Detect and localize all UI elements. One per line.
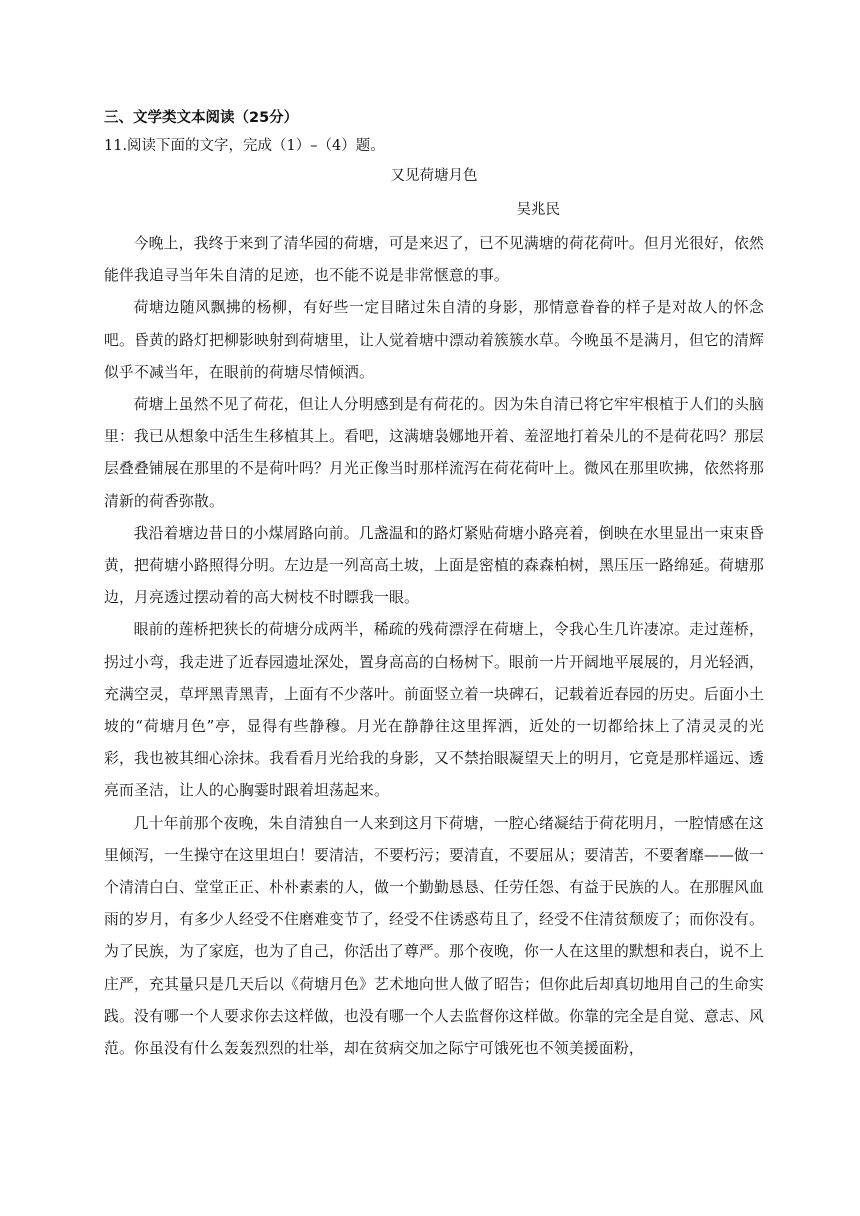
article-author: 吴兆民 [516,202,560,218]
document-page [104,106,764,1065]
paragraph-1: 今晚上，我终于来到了清华园的荷塘，可是来迟了，已不见满塘的荷花荷叶。但月光很好，依然能伴我追寻当年朱自清的足迹，也不能不说是非常惬意的事。 [104,235,764,285]
paragraph-4: 我沿着塘边昔日的小煤屑路向前。几盏温和的路灯紧贴荷塘小路亮着，倒映在水里显出一束束昏黄，把荷塘小路照得分明。左边是一列高高土坡，上面是密植的森森柏树，黑压压一路绵延。荷塘那边，月亮透过摆动着的高大树枝不时瞟我一眼。 [104,524,764,607]
paragraph-5: 眼前的莲桥把狭长的荷塘分成两半，稀疏的残荷漂浮在荷塘上，令我心生几许凄凉。走过莲桥，拐过小弯，我走进了近春园遗址深处，置身高高的白杨树下。眼前一片开阔地平展展的，月光轻洒，充满空灵，草坪黑青黑青，上面有不少落叶。前面竖立着一块碑石，记载着近春园的历史。后面小土坡的“荷塘月色”亭，显得有些静穆。月光在静静往这里挥洒，近处的一切都给抹上了清灵灵的光彩，我也被其细心涂抹。我看看月光给我的身影，又不禁抬眼凝望天上的明月，它竟是那样遥远、透亮而圣洁，让人的心胸霎时跟着坦荡起来。 [104,621,764,800]
paragraph-6: 几十年前那个夜晚，朱自清独自一人来到这月下荷塘，一腔心绪凝结于荷花明月，一腔情感在这里倾泻，一生操守在这里坦白！要清洁，不要朽污；要清直，不要屈从；要清苦，不要奢靡——做一个清清白白、堂堂正正、朴朴素素的人，做一个勤勤恳恳、任劳任怨、有益于民族的人。在那腥风血雨的岁月，有多少人经受不住磨难变节了，经受不住诱惑苟且了，经受不住清贫颓废了；而你没有。为了民族，为了家庭，也为了自己，你活出了尊严。那个夜晚，你一人在这里的默想和表白，说不上庄严，充其量只是几天后以《荷塘月色》艺术地向世人做了昭告；但你此后却真切地用自己的生命实践。没有哪一个人要求你去这样做，也没有哪一个人去监督你这样做。你靠的完全是自觉、意志、风范。你虽没有什么轰轰烈烈的壮举，却在贫病交加之际宁可饿死也不领美援面粉， [104,814,764,1058]
question-prompt: 11.阅读下面的文字，完成（1）–（4）题。 [104,138,385,154]
paragraph-2: 荷塘边随风飘拂的杨柳，有好些一定目睹过朱自清的身影，那情意眷眷的样子是对故人的怀念吧。昏黄的路灯把柳影映射到荷塘里，让人觉着塘中漂动着簇簇水草。今晚虽不是满月，但它的清辉似乎不减当年，在眼前的荷塘尽情倾洒。 [104,299,764,381]
article-title: 又见荷塘月色 [390,168,478,184]
paragraph-3: 荷塘上虽然不见了荷花，但让人分明感到是有荷花的。因为朱自清已将它牢牢根植于人们的头脑里：我已从想象中活生生移植其上。看吧，这满塘袅娜地开着、羞涩地打着朵儿的不是荷花吗？那层层叠叠铺展在那里的不是荷叶吗？月光正像当时那样流泻在荷花荷叶上。微风在那里吹拂，依然将那清新的荷香弥散。 [104,396,764,510]
section-heading: 三、文学类文本阅读（25分） [104,110,299,126]
